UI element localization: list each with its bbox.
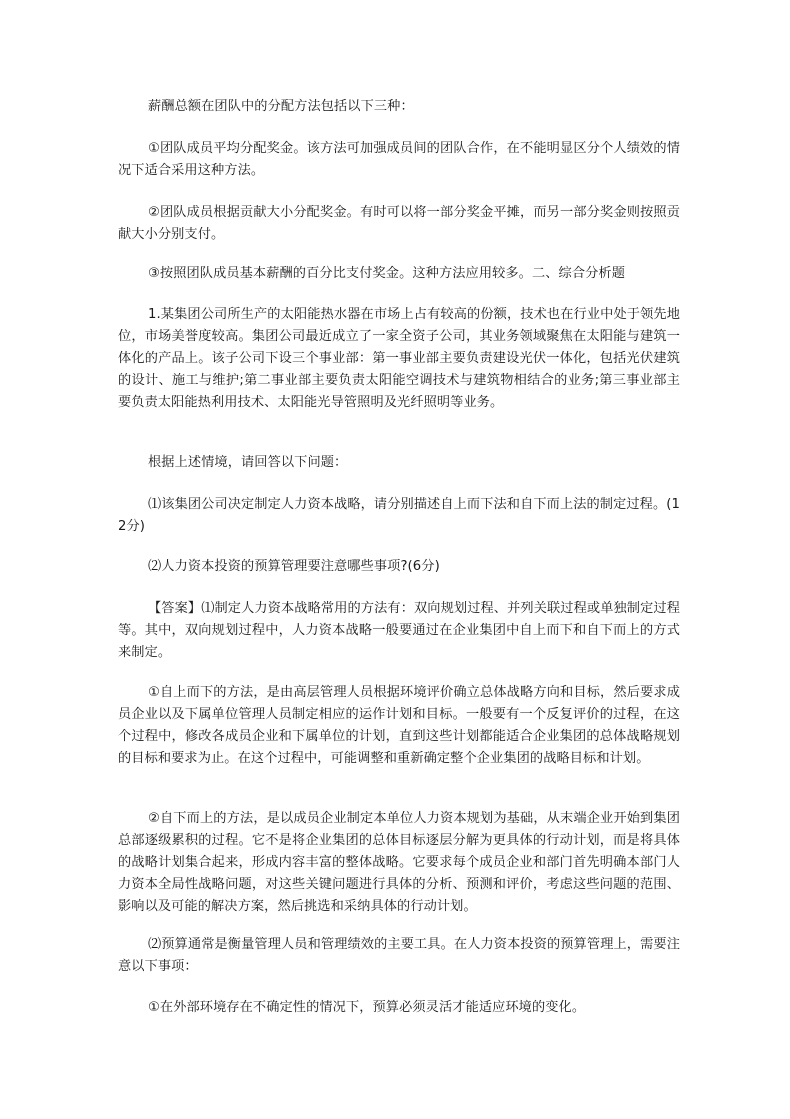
- budget-paragraph: ⑵预算通常是衡量管理人员和管理绩效的主要工具。在人力资本投资的预算管理上，需要注意以下事项：: [118, 937, 680, 974]
- top-down-paragraph: ①自上而下的方法，是由高层管理人员根据环境评价确立总体战略方向和目标，然后要求成员企业以及下属单位管理人员制定相应的运作计划和目标。一般要有一个反复评价的过程，在这个过程中，修改各成员企业和下属单位的计划，直到这些计划都能适合企业集团的总体战略规划的目标和要求为止。在这个过程中，可能调整和重新确定整个企业集团的战略目标和计划。: [118, 685, 680, 766]
- question-1-paragraph: ⑴该集团公司决定制定人力资本战略，请分别描述自上而下法和自下而上法的制定过程。(12分): [118, 497, 680, 534]
- question-intro-paragraph: 根据上述情境，请回答以下问题：: [148, 455, 348, 470]
- answer-paragraph: 【答案】⑴制定人力资本战略常用的方法有：双向规划过程、并列关联过程或单独制定过程等。其中，双向规划过程中，人力资本战略一般要通过在企业集团中自上而下和自下而上的方式来制定。: [118, 601, 680, 660]
- question-2-paragraph: ⑵人力资本投资的预算管理要注意哪些事项?(6分): [148, 559, 440, 574]
- case-paragraph: 1.某集团公司所生产的太阳能热水器在市场上占有较高的份额，技术也在行业中处于领先地位，市场美誉度较高。集团公司最近成立了一家全资子公司，其业务领域聚焦在太阳能与建筑一体化的产品上。该子公司下设三个事业部：第一事业部主要负责建设光伏一体化，包括光伏建筑的设计、施工与维护;第二事业部主要负责太阳能空调技术与建筑物相结合的业务;第三事业部主要负责太阳能热利用技术、太阳能光导管照明及光纤照明等业务。: [118, 307, 680, 410]
- budget-item-1-paragraph: ①在外部环境存在不确定性的情况下，预算必须灵活才能适应环境的变化。: [148, 1000, 586, 1015]
- method-3-paragraph: ③按照团队成员基本薪酬的百分比支付奖金。这种方法应用较多。二、综合分析题: [148, 266, 625, 281]
- method-1-paragraph: ①团队成员平均分配奖金。该方法可加强成员间的团队合作，在不能明显区分个人绩效的情况下适合采用这种方法。: [118, 141, 680, 178]
- method-2-paragraph: ②团队成员根据贡献大小分配奖金。有时可以将一部分奖金平摊，而另一部分奖金则按照贡献大小分别支付。: [118, 205, 680, 242]
- bottom-up-paragraph: ②自下而上的方法，是以成员企业制定本单位人力资本规划为基础，从末端企业开始到集团总部逐级累积的过程。它不是将企业集团的总体目标逐层分解为更具体的行动计划，而是将具体的战略计划集合起来，形成内容丰富的整体战略。它要求每个成员企业和部门首先明确本部门人力资本全局性战略问题，对这些关键问题进行具体的分析、预测和评价，考虑这些问题的范围、影响以及可能的解决方案，然后挑选和采纳具体的行动计划。: [118, 811, 680, 914]
- intro-paragraph: 薪酬总额在团队中的分配方法包括以下三种：: [148, 99, 414, 114]
